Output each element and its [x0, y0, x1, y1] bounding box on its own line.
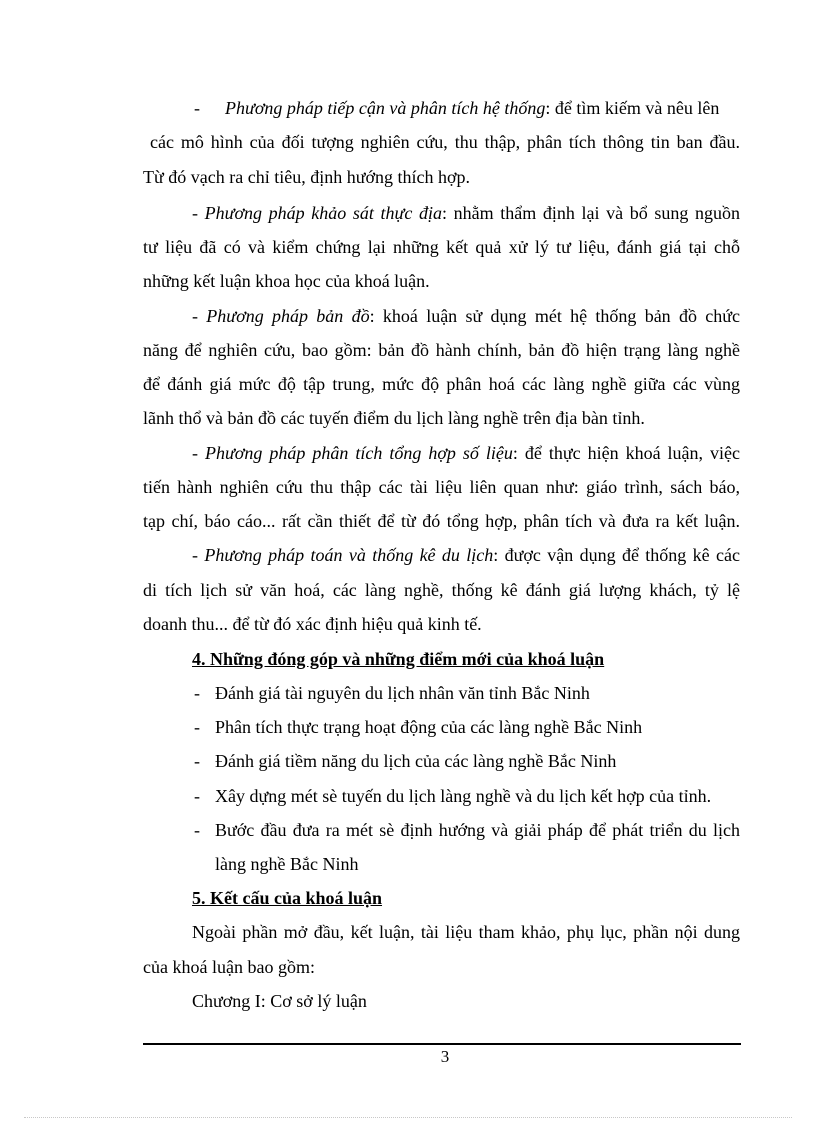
dash: - [192, 545, 205, 565]
paragraph-2-line-2: tư liệu đã có và kiểm chứng lại những kết quả xử lý tư liệu, đánh giá tại chỗ [143, 237, 740, 257]
method-description: : để thực hiện khoá luận, việc [512, 443, 741, 463]
paragraph-3-line-2: năng để nghiên cứu, bao gồm: bản đồ hành chính, bản đồ hiện trạng làng nghề [143, 340, 740, 360]
section-5-line-2: của khoá luận bao gồm: [143, 957, 315, 977]
list-item: Bước đầu đưa ra mét sè định hướng và giải pháp để phát triển du lịch [215, 820, 740, 840]
dash: - [192, 443, 205, 463]
paragraph-5-line-1 [192, 543, 740, 567]
bullet-dash: - [194, 820, 200, 840]
section-5-heading: 5. Kết cấu của khoá luận [192, 888, 383, 908]
paragraph-2-line-3: những kết luận khoa học của khoá luận. [143, 271, 430, 291]
method-term: Phương pháp phân tích tổng hợp số liệu [204, 443, 513, 463]
method-term: Phương pháp khảo sát thực địa [204, 203, 442, 223]
method-description: : khoá luận sử dụng mét hệ thống bản đồ chức [369, 306, 741, 326]
paragraph-4-line-2: tiến hành nghiên cứu thu thập các tài liệu liên quan như: giáo trình, sách báo, [143, 477, 740, 497]
method-term: Phương pháp toán và thống kê du lịch [204, 545, 494, 565]
dash: - [192, 306, 207, 326]
paragraph-5-line-2: di tích lịch sử văn hoá, các làng nghề, thống kê đánh giá lượng khách, tỷ lệ [143, 580, 740, 600]
dash: - [194, 98, 200, 118]
paragraph-1-line-1 [194, 96, 740, 120]
chapter-1-line: Chương I: Cơ sở lý luận [192, 991, 367, 1011]
section-5-line-1: Ngoài phần mở đầu, kết luận, tài liệu tham khảo, phụ lục, phần nội dung [192, 922, 740, 942]
list-item: Đánh giá tiềm năng du lịch của các làng nghề Bắc Ninh [215, 751, 617, 771]
paragraph-4-line-3: tạp chí, báo cáo... rất cần thiết để từ đó tổng hợp, phân tích và đưa ra kết luận. [143, 511, 740, 531]
paragraph-3-line-4: lãnh thổ và bản đồ các tuyến điểm du lịch làng nghề trên địa bàn tỉnh. [143, 408, 645, 428]
bullet-dash: - [194, 683, 200, 703]
paragraph-3-line-1 [192, 304, 740, 328]
page-bottom-dotted-border [24, 1117, 792, 1118]
paragraph-2-line-1 [192, 201, 740, 225]
page-number: 3 [440, 1047, 450, 1066]
method-description: : nhằm thẩm định lại và bổ sung nguồn [442, 203, 740, 223]
paragraph-4-line-1 [192, 441, 740, 465]
method-term: Phương pháp tiếp cận và phân tích hệ thống [225, 98, 546, 118]
method-description: : được vận dụng để thống kê các [493, 545, 740, 565]
bullet-dash: - [194, 751, 200, 771]
paragraph-1-line-2: các mô hình của đối tượng nghiên cứu, thu thập, phân tích thông tin ban đầu. [150, 132, 740, 152]
paragraph-1-line-3: Từ đó vạch ra chỉ tiêu, định hướng thích hợp. [143, 167, 470, 187]
footer-rule [143, 1043, 741, 1045]
bullet-dash: - [194, 786, 200, 806]
section-4-heading: 4. Những đóng góp và những điểm mới của khoá luận [192, 649, 605, 669]
method-term: Phương pháp bản đồ [206, 306, 370, 326]
list-item-continuation: làng nghề Bắc Ninh [215, 854, 359, 874]
list-item: Xây dựng mét sè tuyến du lịch làng nghề và du lịch kết hợp của tỉnh. [215, 786, 712, 806]
method-description: : để tìm kiếm và nêu lên [545, 98, 720, 118]
bullet-dash: - [194, 717, 200, 737]
list-item: Đánh giá tài nguyên du lịch nhân văn tỉnh Bắc Ninh [215, 683, 590, 703]
list-item: Phân tích thực trạng hoạt động của các làng nghề Bắc Ninh [215, 717, 643, 737]
paragraph-3-line-3: để đánh giá mức độ tập trung, mức độ phân hoá các làng nghề giữa các vùng [143, 374, 740, 394]
dash: - [192, 203, 205, 223]
paragraph-5-line-3: doanh thu... để từ đó xác định hiệu quả kinh tế. [143, 614, 482, 634]
